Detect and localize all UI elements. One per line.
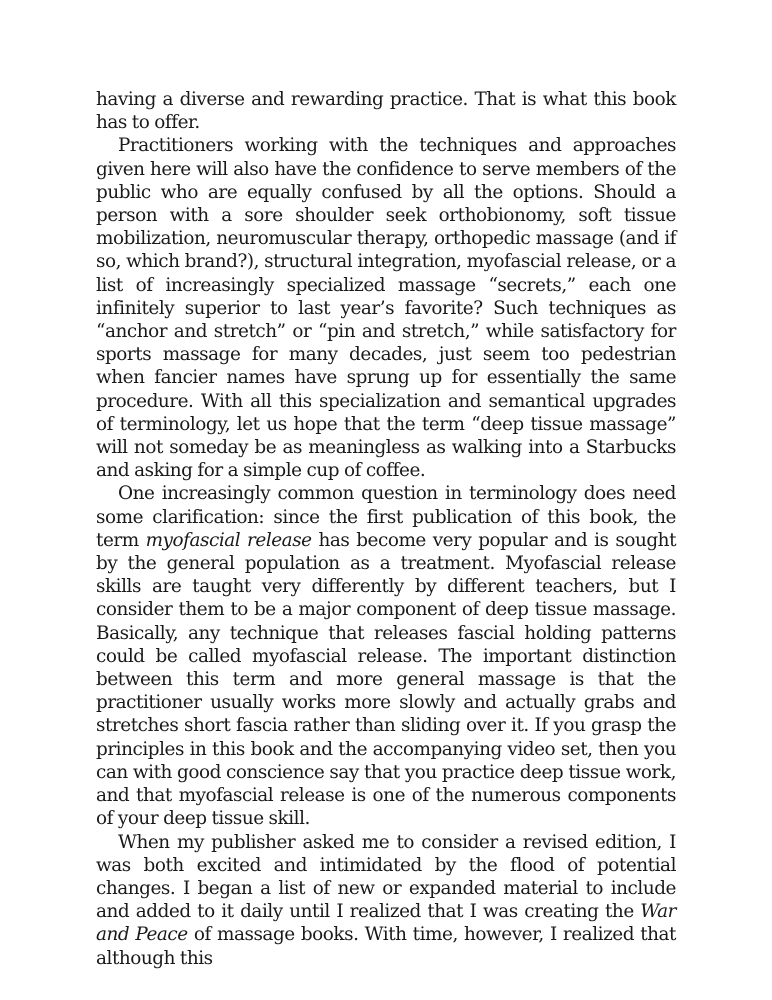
document-page [96, 88, 676, 970]
paragraph-3 [96, 482, 676, 830]
paragraph-1 [96, 88, 676, 134]
paragraph-3-text-a: One increasingly common question in terminology does need some clarification: since the first publication of this book, the term [96, 483, 676, 551]
paragraph-4-text-a: When my publisher asked me to consider a revised edition, I was both excited and intimidated by the flood of potential changes. I began a list of new or expanded material to include and added to it daily until I realized that I was creating the [96, 831, 676, 923]
paragraph-1-text: having a diverse and rewarding practice. That is what this book has to offer. [96, 89, 676, 134]
paragraph-2 [96, 134, 676, 482]
paragraph-2-text: Practitioners working with the techniques and approaches given here will also have the confidence to serve members of the public who are equally confused by all the options. Should a person with a sore shoulder seek orthobionomy, soft tissue mobilization, neuromuscular therapy, orthopedic massage (and if so, which brand?), structural integration, myofascial release, or a list of increasingly specialized massage “secrets,” each one infinitely superior to last year’s favorite? Such techniques as “anchor and stretch” or “pin and stretch,” while satisfactory for sports massage for many decades, just seem too pedestrian when fancier names have sprung up for essentially the same procedure. With all this specialization and semantical upgrades of terminology, let us hope that the term “deep tissue massage” will not someday be as meaningless as walking into a Starbucks and asking for a simple cup of coffee. [96, 135, 676, 482]
paragraph-3-emphasis: myofascial release [145, 529, 312, 551]
paragraph-4-text-b: of massage books. With time, however, I realized that although this [96, 924, 676, 969]
paragraph-3-text-b: has become very popular and is sought by the general population as a treatment. Myofascial release skills are taught very differently by different teachers, but I consider them to be a major component of deep tissue massage. Basically, any technique that releases fascial holding patterns could be called myofascial release. The important distinction between this term and more general massage is that the practitioner usually works more slowly and actually grabs and stretches short fascia rather than sliding over it. If you grasp the principles in this book and the accompanying video set, then you can with good conscience say that you practice deep tissue work, and that myofascial release is one of the numerous components of your deep tissue skill. [96, 529, 677, 830]
paragraph-4 [96, 831, 676, 970]
paragraph-4-emphasis: War and Peace [96, 901, 676, 946]
